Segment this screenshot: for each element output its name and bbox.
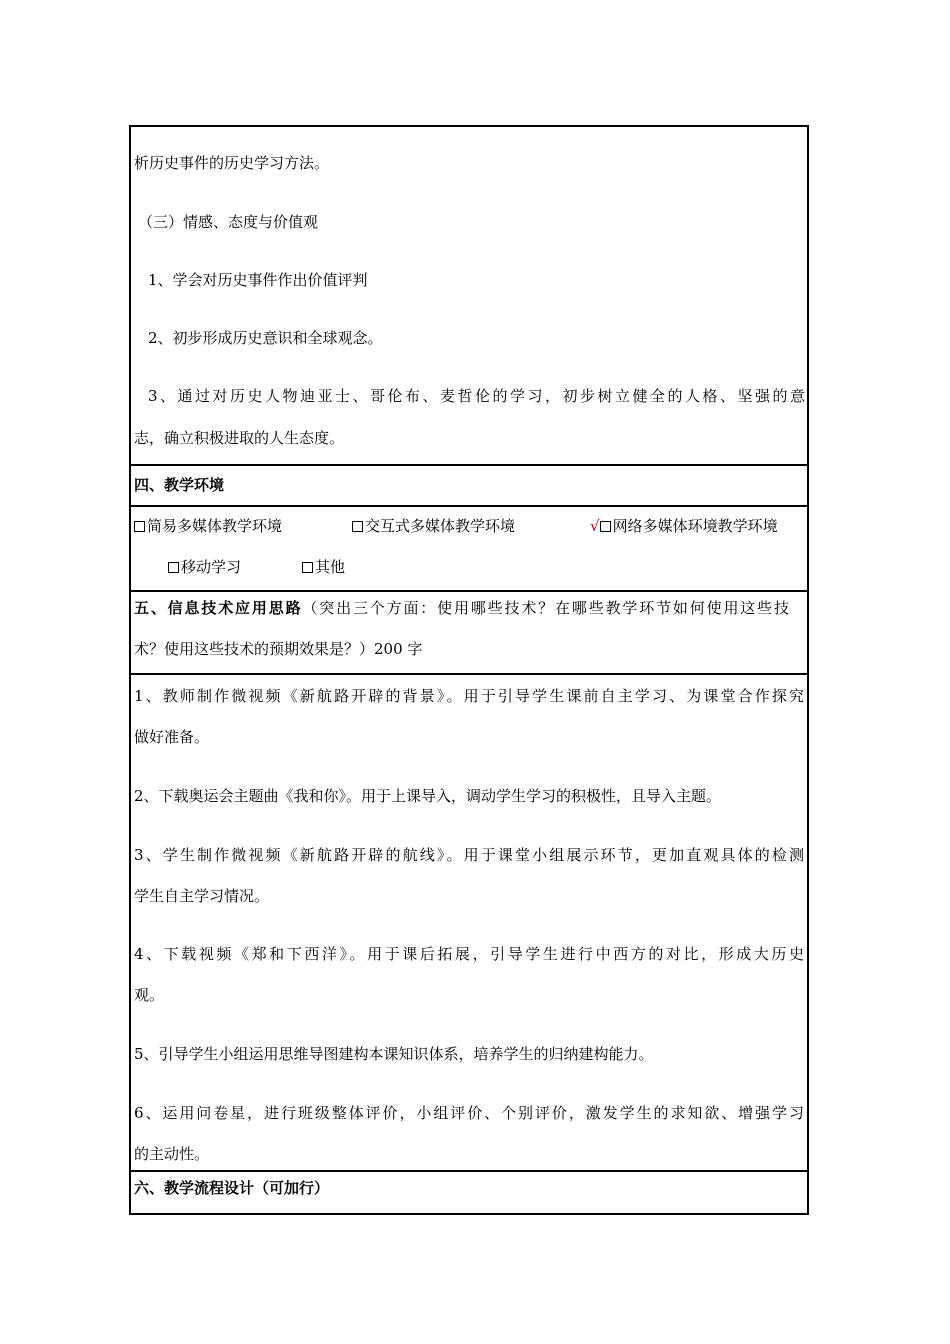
objective-item-continued: 志，确立积极进取的人生态度。 [134, 429, 345, 447]
tech-item: 3、学生制作微视频《新航路开辟的航线》。用于课堂小组展示环节，更加直观具体的检测 [134, 846, 804, 864]
objective-item: 1、学会对历史事件作出价值评判 [148, 271, 368, 289]
objective-item: 2、初步形成历史意识和全球观念。 [148, 329, 383, 347]
env-option-network[interactable]: √ 网络多媒体环境教学环境 [590, 517, 778, 535]
tech-item: 2、下载奥运会主题曲《我和你》。用于上课导入，调动学生学习的积极性，且导入主题。 [134, 787, 722, 805]
checkbox-icon[interactable] [302, 562, 313, 573]
environment-heading-row [131, 466, 807, 507]
checkbox-icon[interactable] [352, 521, 363, 532]
checkbox-icon[interactable] [600, 521, 611, 532]
tech-item-continued: 观。 [134, 986, 165, 1004]
flow-heading: 六、教学流程设计（可加行） [134, 1179, 330, 1197]
lesson-plan-table [129, 125, 809, 1215]
tech-heading-row [131, 592, 807, 675]
tech-item-continued: 做好准备。 [134, 728, 210, 746]
tech-heading [134, 598, 789, 618]
tech-heading-title: 五、信息技术应用思路 [134, 599, 303, 617]
environment-heading: 四、教学环境 [134, 476, 225, 494]
tech-items-section [131, 675, 807, 1172]
env-option-mobile[interactable]: 移动学习 [168, 557, 241, 577]
objectives-section [131, 127, 807, 466]
objective-item: 3、通过对历史人物迪亚士、哥伦布、麦哲伦的学习，初步树立健全的人格、坚强的意 [148, 387, 805, 405]
objectives-line: 析历史事件的历史学习方法。 [134, 154, 330, 172]
env-option-other[interactable]: 其他 [302, 557, 345, 577]
env-option-interactive[interactable]: 交互式多媒体教学环境 [352, 516, 515, 536]
checkbox-icon[interactable] [134, 521, 145, 532]
tech-item: 6、运用问卷星，进行班级整体评价，小组评价、个别评价，激发学生的求知欲、增强学习 [134, 1104, 804, 1122]
checkbox-icon[interactable] [168, 562, 179, 573]
tech-item: 1、教师制作微视频《新航路开辟的背景》。用于引导学生课前自主学习、为课堂合作探究 [134, 687, 804, 705]
flow-heading-row [131, 1172, 807, 1213]
tech-item-continued: 的主动性。 [134, 1145, 210, 1163]
tech-heading-note: （突出三个方面：使用哪些技术？在哪些教学环节如何使用这些技 [302, 599, 789, 617]
tech-item: 4、下载视频《郑和下西洋》。用于课后拓展，引导学生进行中西方的对比，形成大历史 [134, 945, 804, 963]
objectives-subheading: （三）情感、态度与价值观 [138, 213, 319, 231]
tech-heading-note-continued: 术？使用这些技术的预期效果是？）200 字 [134, 640, 423, 658]
env-option-simple[interactable]: 简易多媒体教学环境 [134, 516, 282, 536]
tech-item-continued: 学生自主学习情况。 [134, 887, 270, 905]
environment-options-row [131, 507, 807, 592]
checkmark-icon: √ [590, 517, 600, 535]
tech-item: 5、引导学生小组运用思维导图建构本课知识体系，培养学生的归纳建构能力。 [134, 1045, 654, 1063]
